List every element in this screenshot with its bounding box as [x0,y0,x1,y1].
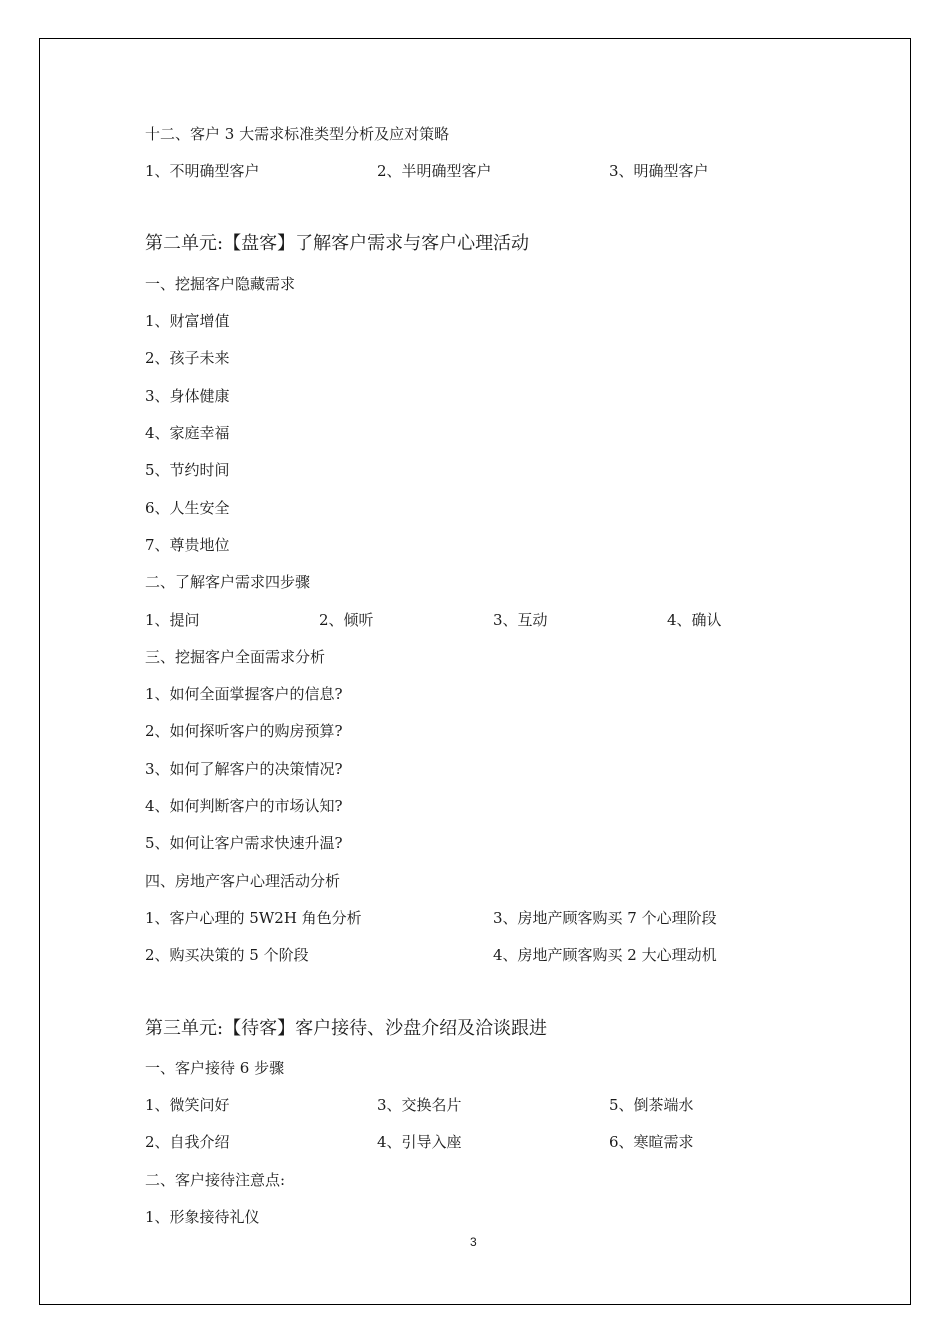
demand-type-item: 2、半明确型客户 [377,162,492,180]
psychology-item: 4、房地产顾客购买 2 大心理动机 [493,946,717,964]
subsection-title: 二、了解客户需求四步骤 [145,573,311,591]
subsection-title: 四、房地产客户心理活动分析 [145,872,341,890]
unit-3-heading: 第三单元:【待客】客户接待、沙盘介绍及洽谈跟进 [145,1018,548,1039]
psychology-item: 1、客户心理的 5W2H 角色分析 [145,909,362,927]
step-item: 1、提问 [145,611,200,629]
list-item: 7、尊贵地位 [145,536,230,554]
reception-step: 3、交换名片 [377,1096,462,1114]
reception-step: 5、倒茶端水 [609,1096,694,1114]
psychology-item: 3、房地产顾客购买 7 个心理阶段 [493,909,717,927]
reception-step: 1、微笑问好 [145,1096,230,1114]
step-item: 2、倾听 [319,611,374,629]
list-item: 1、形象接待礼仪 [145,1208,260,1226]
demand-type-item: 1、不明确型客户 [145,162,260,180]
reception-step: 6、寒暄需求 [609,1133,694,1151]
unit-2-heading: 第二单元:【盘客】了解客户需求与客户心理活动 [145,233,530,254]
list-item: 4、家庭幸福 [145,424,230,442]
reception-step: 4、引导入座 [377,1133,462,1151]
subsection-title: 三、挖掘客户全面需求分析 [145,648,326,666]
step-item: 4、确认 [667,611,722,629]
reception-step: 2、自我介绍 [145,1133,230,1151]
section-12-title: 十二、客户 3 大需求标准类型分析及应对策略 [145,125,450,143]
page-number: 3 [470,1235,477,1249]
list-item: 3、身体健康 [145,387,230,405]
subsection-title: 一、客户接待 6 步骤 [145,1059,285,1077]
demand-type-item: 3、明确型客户 [609,162,709,180]
subsection-title: 二、客户接待注意点: [145,1171,286,1189]
step-item: 3、互动 [493,611,548,629]
list-item: 5、如何让客户需求快速升温? [145,834,343,852]
list-item: 1、财富增值 [145,312,230,330]
list-item: 2、如何探听客户的购房预算? [145,722,343,740]
list-item: 5、节约时间 [145,461,230,479]
list-item: 6、人生安全 [145,499,230,517]
list-item: 1、如何全面掌握客户的信息? [145,685,343,703]
list-item: 4、如何判断客户的市场认知? [145,797,343,815]
list-item: 2、孩子未来 [145,349,230,367]
list-item: 3、如何了解客户的决策情况? [145,760,343,778]
subsection-title: 一、挖掘客户隐藏需求 [145,275,296,293]
psychology-item: 2、购买决策的 5 个阶段 [145,946,309,964]
